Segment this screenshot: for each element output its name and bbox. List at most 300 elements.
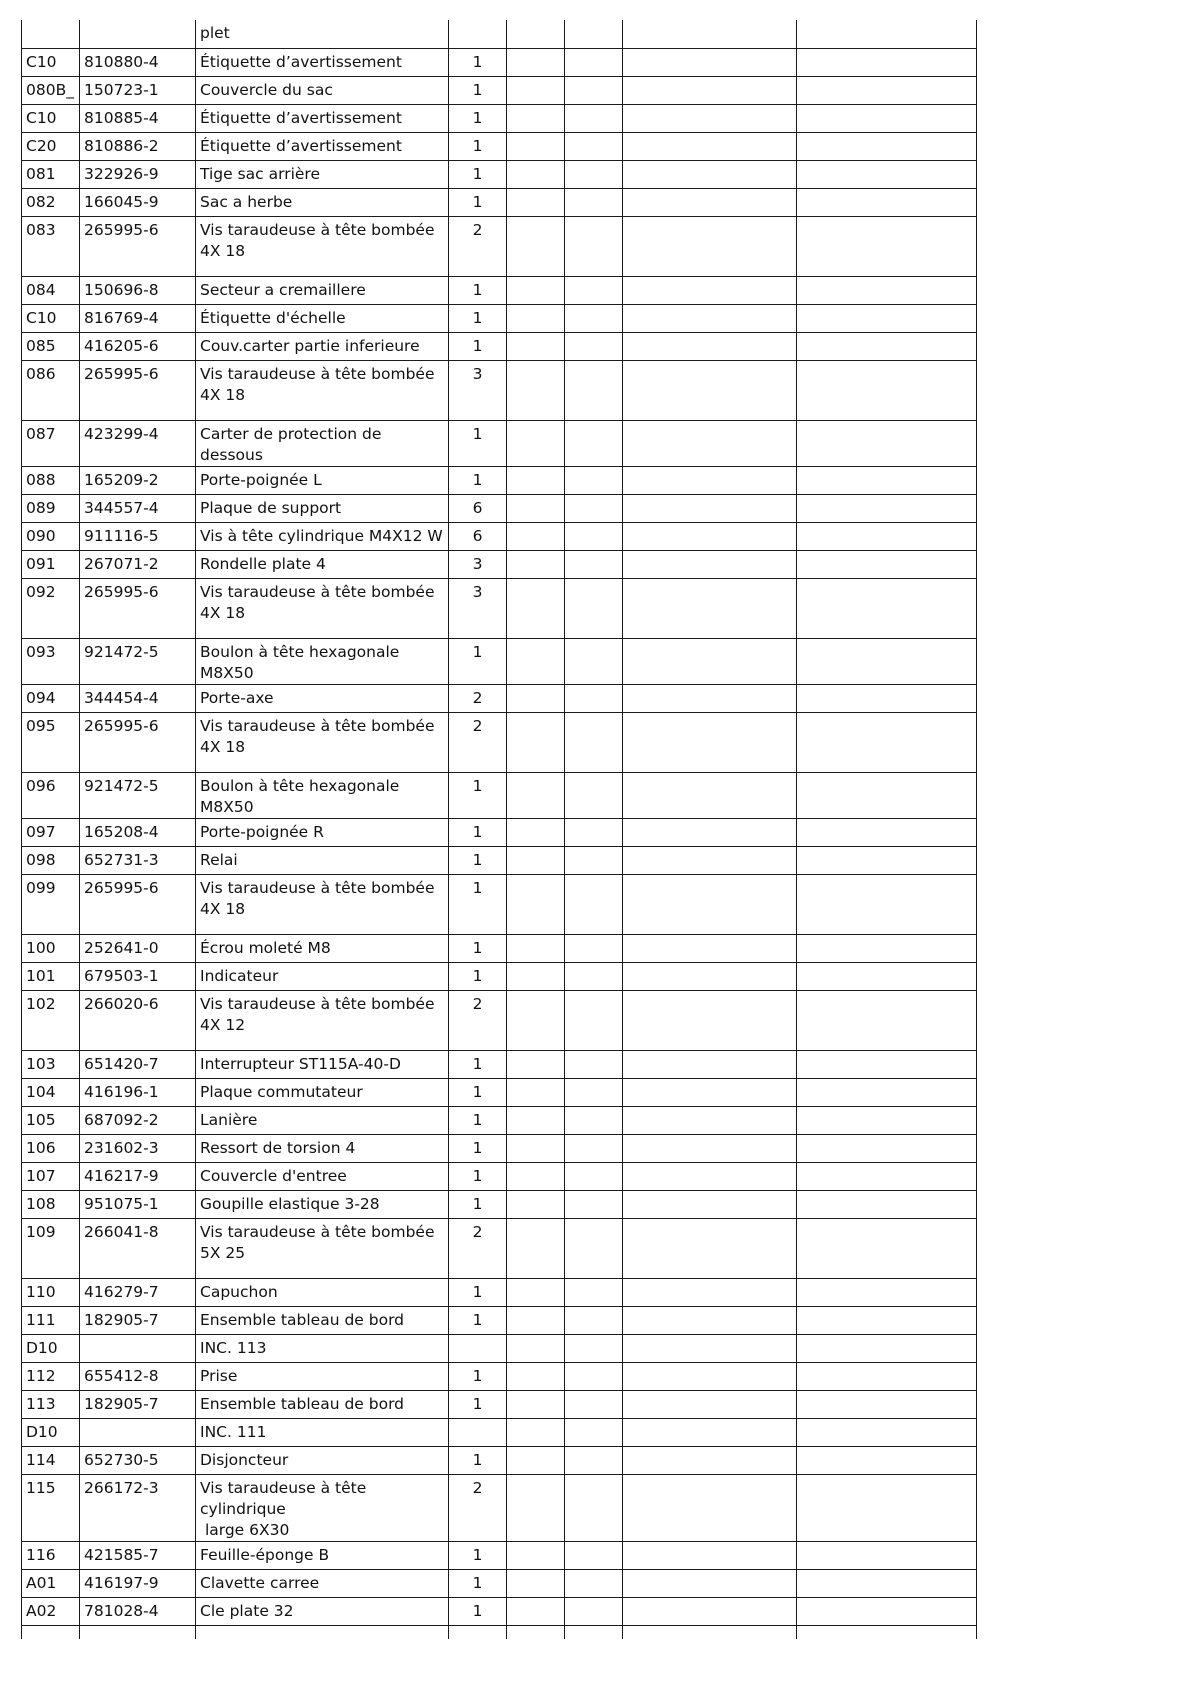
quantity-cell bbox=[449, 846, 507, 874]
empty-cell bbox=[565, 1278, 623, 1306]
empty-cell bbox=[797, 578, 977, 638]
description-text: Porte-poignée L bbox=[200, 470, 322, 489]
quantity-cell bbox=[449, 276, 507, 304]
empty-cell bbox=[507, 1474, 565, 1541]
quantity-cell bbox=[449, 494, 507, 522]
empty-cell bbox=[797, 638, 977, 684]
empty-cell bbox=[565, 846, 623, 874]
quantity-text: 6 bbox=[472, 526, 483, 545]
description-cell bbox=[196, 772, 449, 818]
item-number-text: 093 bbox=[26, 642, 56, 661]
quantity-text: 3 bbox=[472, 582, 483, 601]
empty-cell bbox=[565, 934, 623, 962]
item-number-text: 106 bbox=[26, 1138, 56, 1157]
empty-cell bbox=[565, 1446, 623, 1474]
part-number-text: 921472-5 bbox=[84, 642, 159, 661]
part-number-text: 182905-7 bbox=[84, 1310, 159, 1329]
item-number-cell bbox=[22, 466, 80, 494]
item-number-cell bbox=[22, 1334, 80, 1362]
part-number-text: 679503-1 bbox=[84, 966, 159, 985]
quantity-text: 1 bbox=[472, 424, 483, 443]
quantity-text: 1 bbox=[472, 1394, 483, 1413]
quantity-cell bbox=[449, 1050, 507, 1078]
part-number-cell bbox=[80, 578, 196, 638]
part-number-cell bbox=[80, 1162, 196, 1190]
empty-cell bbox=[565, 990, 623, 1050]
table-row bbox=[22, 1078, 977, 1106]
quantity-cell bbox=[449, 1278, 507, 1306]
table-row bbox=[22, 1134, 977, 1162]
table-row bbox=[22, 638, 977, 684]
part-number-text: 165208-4 bbox=[84, 822, 159, 841]
table-row bbox=[22, 160, 977, 188]
empty-cell bbox=[565, 1190, 623, 1218]
description-cell bbox=[196, 962, 449, 990]
part-number-text: 166045-9 bbox=[84, 192, 159, 211]
quantity-text: 1 bbox=[472, 52, 483, 71]
table-row bbox=[22, 684, 977, 712]
description-cell bbox=[196, 1218, 449, 1278]
part-number-text: 911116-5 bbox=[84, 526, 159, 545]
item-number-text: 102 bbox=[26, 994, 56, 1013]
empty-cell bbox=[623, 712, 797, 772]
item-number-cell bbox=[22, 1541, 80, 1569]
empty-cell bbox=[565, 1218, 623, 1278]
description-cell bbox=[196, 712, 449, 772]
quantity-cell bbox=[449, 304, 507, 332]
quantity-text: 1 bbox=[472, 280, 483, 299]
table-row bbox=[22, 188, 977, 216]
empty-cell bbox=[507, 684, 565, 712]
part-number-text: 265995-6 bbox=[84, 716, 159, 735]
empty-cell bbox=[623, 304, 797, 332]
part-number-cell bbox=[80, 1362, 196, 1390]
part-number-text: 344454-4 bbox=[84, 688, 159, 707]
empty-cell bbox=[623, 332, 797, 360]
empty-cell bbox=[623, 1334, 797, 1362]
quantity-cell bbox=[449, 76, 507, 104]
item-number-text: 083 bbox=[26, 220, 56, 239]
description-cell bbox=[196, 1134, 449, 1162]
quantity-cell bbox=[449, 1418, 507, 1446]
description-text: Cle plate 32 bbox=[200, 1601, 294, 1620]
empty-cell bbox=[507, 962, 565, 990]
quantity-cell bbox=[449, 578, 507, 638]
empty-cell bbox=[623, 160, 797, 188]
part-number-text: 687092-2 bbox=[84, 1110, 159, 1129]
description-text: Vis taraudeuse à tête cylindrique large 6X30 bbox=[200, 1478, 367, 1539]
part-number-text: 652731-3 bbox=[84, 850, 159, 869]
item-number-text: 091 bbox=[26, 554, 56, 573]
item-number-cell bbox=[22, 276, 80, 304]
part-number-cell bbox=[80, 1625, 196, 1639]
description-cell bbox=[196, 160, 449, 188]
part-number-text: 266172-3 bbox=[84, 1478, 159, 1497]
description-text: Secteur a cremaillere bbox=[200, 280, 366, 299]
empty-cell bbox=[565, 550, 623, 578]
empty-cell bbox=[797, 1625, 977, 1639]
part-number-cell bbox=[80, 1390, 196, 1418]
item-number-text: 097 bbox=[26, 822, 56, 841]
quantity-text: 2 bbox=[472, 716, 483, 735]
description-cell bbox=[196, 684, 449, 712]
item-number-text: 103 bbox=[26, 1054, 56, 1073]
description-cell bbox=[196, 1190, 449, 1218]
item-number-cell bbox=[22, 188, 80, 216]
empty-cell bbox=[623, 1446, 797, 1474]
part-number-cell bbox=[80, 420, 196, 466]
empty-cell bbox=[797, 160, 977, 188]
empty-cell bbox=[623, 772, 797, 818]
item-number-cell bbox=[22, 160, 80, 188]
part-number-cell bbox=[80, 990, 196, 1050]
part-number-cell bbox=[80, 818, 196, 846]
table-row bbox=[22, 494, 977, 522]
quantity-text: 1 bbox=[472, 1166, 483, 1185]
quantity-cell bbox=[449, 1569, 507, 1597]
part-number-cell bbox=[80, 772, 196, 818]
empty-cell bbox=[565, 1418, 623, 1446]
quantity-text: 1 bbox=[472, 1601, 483, 1620]
empty-cell bbox=[565, 276, 623, 304]
empty-cell bbox=[797, 1362, 977, 1390]
empty-cell bbox=[623, 818, 797, 846]
item-number-text: 081 bbox=[26, 164, 56, 183]
empty-cell bbox=[507, 216, 565, 276]
description-cell bbox=[196, 1597, 449, 1625]
part-number-text: 421585-7 bbox=[84, 1545, 159, 1564]
item-number-text: 095 bbox=[26, 716, 56, 735]
table-row bbox=[22, 20, 977, 48]
part-number-cell bbox=[80, 1474, 196, 1541]
empty-cell bbox=[623, 104, 797, 132]
quantity-cell bbox=[449, 1334, 507, 1362]
empty-cell bbox=[565, 962, 623, 990]
quantity-cell bbox=[449, 104, 507, 132]
empty-cell bbox=[565, 188, 623, 216]
item-number-text: 115 bbox=[26, 1478, 56, 1497]
table-row bbox=[22, 420, 977, 466]
quantity-text: 1 bbox=[472, 1573, 483, 1592]
description-cell bbox=[196, 1541, 449, 1569]
item-number-cell bbox=[22, 132, 80, 160]
description-text: Ressort de torsion 4 bbox=[200, 1138, 356, 1157]
part-number-text: 921472-5 bbox=[84, 776, 159, 795]
table-row bbox=[22, 466, 977, 494]
part-number-text: 266041-8 bbox=[84, 1222, 159, 1241]
description-cell bbox=[196, 1306, 449, 1334]
item-number-cell bbox=[22, 874, 80, 934]
part-number-cell bbox=[80, 712, 196, 772]
item-number-text: C10 bbox=[26, 308, 57, 327]
quantity-text: 2 bbox=[472, 1478, 483, 1497]
description-text: Vis taraudeuse à tête bombée 4X 18 bbox=[200, 716, 440, 756]
item-number-cell bbox=[22, 990, 80, 1050]
description-cell bbox=[196, 494, 449, 522]
empty-cell bbox=[565, 578, 623, 638]
empty-cell bbox=[797, 494, 977, 522]
empty-cell bbox=[565, 874, 623, 934]
quantity-cell bbox=[449, 188, 507, 216]
item-number-cell bbox=[22, 304, 80, 332]
part-number-cell bbox=[80, 1569, 196, 1597]
part-number-text: 344557-4 bbox=[84, 498, 159, 517]
part-number-cell bbox=[80, 104, 196, 132]
table-row bbox=[22, 772, 977, 818]
description-text: Ensemble tableau de bord bbox=[200, 1394, 405, 1413]
empty-cell bbox=[623, 1541, 797, 1569]
table-row bbox=[22, 578, 977, 638]
description-cell bbox=[196, 1625, 449, 1639]
description-cell bbox=[196, 332, 449, 360]
empty-cell bbox=[623, 874, 797, 934]
description-cell bbox=[196, 934, 449, 962]
item-number-cell bbox=[22, 48, 80, 76]
part-number-cell bbox=[80, 846, 196, 874]
part-number-cell bbox=[80, 160, 196, 188]
empty-cell bbox=[565, 76, 623, 104]
description-cell bbox=[196, 1050, 449, 1078]
empty-cell bbox=[797, 772, 977, 818]
description-cell bbox=[196, 420, 449, 466]
description-text: Couv.carter partie inferieure bbox=[200, 336, 420, 355]
part-number-text: 266020-6 bbox=[84, 994, 159, 1013]
table-row bbox=[22, 1190, 977, 1218]
empty-cell bbox=[623, 276, 797, 304]
part-number-cell bbox=[80, 1541, 196, 1569]
description-cell bbox=[196, 990, 449, 1050]
empty-cell bbox=[565, 360, 623, 420]
quantity-cell bbox=[449, 684, 507, 712]
empty-cell bbox=[623, 360, 797, 420]
part-number-text: 816769-4 bbox=[84, 308, 159, 327]
empty-cell bbox=[565, 638, 623, 684]
item-number-text: 092 bbox=[26, 582, 56, 601]
quantity-text: 1 bbox=[472, 642, 483, 661]
empty-cell bbox=[507, 712, 565, 772]
description-cell bbox=[196, 846, 449, 874]
quantity-cell bbox=[449, 1446, 507, 1474]
empty-cell bbox=[507, 1334, 565, 1362]
part-number-text: 182905-7 bbox=[84, 1394, 159, 1413]
empty-cell bbox=[797, 1106, 977, 1134]
quantity-cell bbox=[449, 420, 507, 466]
empty-cell bbox=[507, 990, 565, 1050]
table-row bbox=[22, 1106, 977, 1134]
description-text: Étiquette d’avertissement bbox=[200, 52, 402, 71]
empty-cell bbox=[623, 934, 797, 962]
quantity-cell bbox=[449, 466, 507, 494]
part-number-cell bbox=[80, 934, 196, 962]
empty-cell bbox=[507, 772, 565, 818]
description-cell bbox=[196, 1418, 449, 1446]
table-row bbox=[22, 1278, 977, 1306]
part-number-text: 781028-4 bbox=[84, 1601, 159, 1620]
part-number-cell bbox=[80, 360, 196, 420]
quantity-text: 6 bbox=[472, 498, 483, 517]
empty-cell bbox=[797, 684, 977, 712]
description-text: Plaque commutateur bbox=[200, 1082, 363, 1101]
empty-cell bbox=[565, 1569, 623, 1597]
empty-cell bbox=[797, 48, 977, 76]
item-number-text: 111 bbox=[26, 1310, 56, 1329]
part-number-text: 231602-3 bbox=[84, 1138, 159, 1157]
description-cell bbox=[196, 550, 449, 578]
part-number-text: 150723-1 bbox=[84, 80, 159, 99]
quantity-text: 1 bbox=[472, 164, 483, 183]
empty-cell bbox=[797, 1078, 977, 1106]
part-number-text: 265995-6 bbox=[84, 878, 159, 897]
empty-cell bbox=[623, 578, 797, 638]
table-row bbox=[22, 990, 977, 1050]
item-number-cell bbox=[22, 20, 80, 48]
item-number-cell bbox=[22, 934, 80, 962]
empty-cell bbox=[623, 1078, 797, 1106]
empty-cell bbox=[565, 684, 623, 712]
table-row bbox=[22, 962, 977, 990]
quantity-text: 1 bbox=[472, 80, 483, 99]
item-number-cell bbox=[22, 1134, 80, 1162]
empty-cell bbox=[565, 1362, 623, 1390]
quantity-text: 2 bbox=[472, 1222, 483, 1241]
description-cell bbox=[196, 360, 449, 420]
empty-cell bbox=[565, 712, 623, 772]
item-number-cell bbox=[22, 1306, 80, 1334]
empty-cell bbox=[565, 332, 623, 360]
empty-cell bbox=[797, 276, 977, 304]
empty-cell bbox=[623, 1106, 797, 1134]
empty-cell bbox=[507, 466, 565, 494]
quantity-cell bbox=[449, 874, 507, 934]
item-number-cell bbox=[22, 360, 80, 420]
item-number-cell bbox=[22, 1625, 80, 1639]
item-number-cell bbox=[22, 1569, 80, 1597]
description-text: Tige sac arrière bbox=[200, 164, 321, 183]
description-cell bbox=[196, 638, 449, 684]
description-text: Vis à tête cylindrique M4X12 W bbox=[200, 526, 443, 545]
description-cell bbox=[196, 1474, 449, 1541]
empty-cell bbox=[797, 1190, 977, 1218]
part-number-cell bbox=[80, 276, 196, 304]
empty-cell bbox=[565, 1625, 623, 1639]
quantity-cell bbox=[449, 132, 507, 160]
empty-cell bbox=[797, 332, 977, 360]
table-row bbox=[22, 1625, 977, 1639]
description-text: Carter de protection de dessous bbox=[200, 424, 387, 464]
empty-cell bbox=[623, 76, 797, 104]
table-row bbox=[22, 1218, 977, 1278]
table-row bbox=[22, 550, 977, 578]
empty-cell bbox=[797, 1418, 977, 1446]
empty-cell bbox=[797, 990, 977, 1050]
quantity-text: 1 bbox=[472, 1366, 483, 1385]
quantity-text: 1 bbox=[472, 1138, 483, 1157]
part-number-cell bbox=[80, 466, 196, 494]
empty-cell bbox=[797, 846, 977, 874]
item-number-text: 108 bbox=[26, 1194, 56, 1213]
description-text: Étiquette d’avertissement bbox=[200, 136, 402, 155]
item-number-cell bbox=[22, 420, 80, 466]
empty-cell bbox=[797, 1390, 977, 1418]
empty-cell bbox=[623, 1597, 797, 1625]
empty-cell bbox=[507, 1218, 565, 1278]
empty-cell bbox=[507, 276, 565, 304]
empty-cell bbox=[797, 360, 977, 420]
item-number-text: A02 bbox=[26, 1601, 57, 1620]
empty-cell bbox=[623, 420, 797, 466]
item-number-text: 116 bbox=[26, 1545, 56, 1564]
empty-cell bbox=[797, 1306, 977, 1334]
table-row bbox=[22, 132, 977, 160]
part-number-text: 322926-9 bbox=[84, 164, 159, 183]
part-number-cell bbox=[80, 550, 196, 578]
part-number-text: 416197-9 bbox=[84, 1573, 159, 1592]
quantity-text: 1 bbox=[472, 822, 483, 841]
part-number-cell bbox=[80, 216, 196, 276]
table-row bbox=[22, 1597, 977, 1625]
description-text: Feuille-éponge B bbox=[200, 1545, 330, 1564]
description-cell bbox=[196, 132, 449, 160]
part-number-text: 423299-4 bbox=[84, 424, 159, 443]
description-text: Vis taraudeuse à tête bombée 4X 18 bbox=[200, 364, 440, 404]
empty-cell bbox=[623, 1418, 797, 1446]
description-text: Porte-poignée R bbox=[200, 822, 324, 841]
quantity-cell bbox=[449, 20, 507, 48]
quantity-cell bbox=[449, 1078, 507, 1106]
quantity-cell bbox=[449, 1390, 507, 1418]
empty-cell bbox=[507, 1362, 565, 1390]
empty-cell bbox=[565, 216, 623, 276]
empty-cell bbox=[623, 1362, 797, 1390]
empty-cell bbox=[565, 1334, 623, 1362]
quantity-text: 1 bbox=[472, 470, 483, 489]
item-number-text: A01 bbox=[26, 1573, 57, 1592]
quantity-text: 2 bbox=[472, 688, 483, 707]
item-number-text: 089 bbox=[26, 498, 56, 517]
quantity-text: 1 bbox=[472, 776, 483, 795]
table-row bbox=[22, 332, 977, 360]
empty-cell bbox=[507, 1106, 565, 1134]
empty-cell bbox=[797, 20, 977, 48]
part-number-text: 416279-7 bbox=[84, 1282, 159, 1301]
quantity-text: 1 bbox=[472, 1194, 483, 1213]
empty-cell bbox=[565, 494, 623, 522]
quantity-cell bbox=[449, 1134, 507, 1162]
part-number-text: 651420-7 bbox=[84, 1054, 159, 1073]
description-cell bbox=[196, 216, 449, 276]
item-number-cell bbox=[22, 684, 80, 712]
empty-cell bbox=[507, 1446, 565, 1474]
empty-cell bbox=[623, 132, 797, 160]
empty-cell bbox=[507, 550, 565, 578]
description-text: Relai bbox=[200, 850, 238, 869]
table-row bbox=[22, 276, 977, 304]
parts-table-body bbox=[22, 20, 977, 1639]
empty-cell bbox=[507, 494, 565, 522]
table-row bbox=[22, 1541, 977, 1569]
empty-cell bbox=[797, 818, 977, 846]
empty-cell bbox=[507, 20, 565, 48]
quantity-text: 1 bbox=[472, 938, 483, 957]
item-number-cell bbox=[22, 1278, 80, 1306]
quantity-text: 1 bbox=[472, 136, 483, 155]
empty-cell bbox=[565, 420, 623, 466]
part-number-cell bbox=[80, 1106, 196, 1134]
quantity-text: 1 bbox=[472, 192, 483, 211]
part-number-cell bbox=[80, 1050, 196, 1078]
empty-cell bbox=[797, 1474, 977, 1541]
empty-cell bbox=[507, 934, 565, 962]
